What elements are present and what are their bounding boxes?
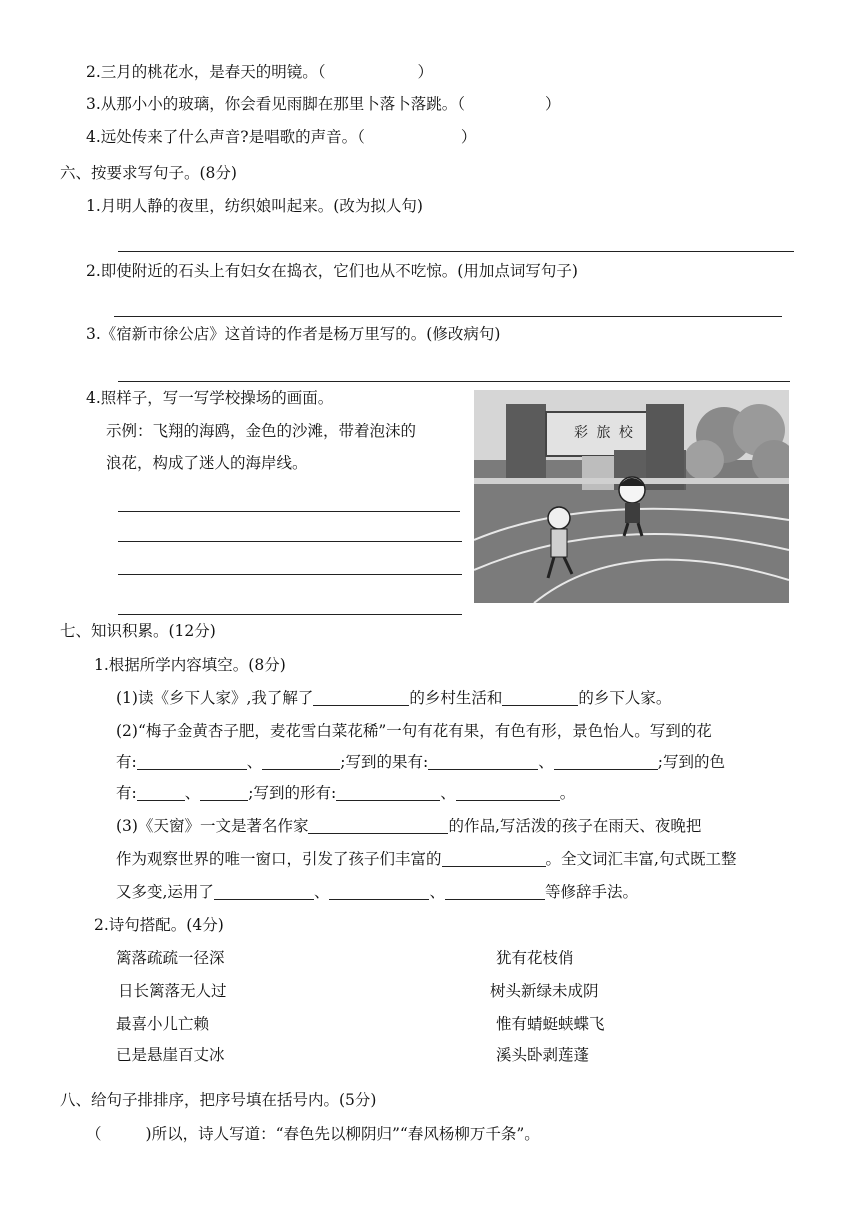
sec7-q2: 2.诗句搭配。(4分) — [94, 916, 224, 934]
sec6-example-line-1: 示例：飞翔的海鸥，金色的沙滩，带着泡沫的 — [106, 422, 417, 440]
fill-blank[interactable] — [336, 784, 440, 801]
sec7-q1: 1.根据所学内容填空。(8分) — [94, 656, 286, 674]
sec6-example-line-2: 浪花，构成了迷人的海岸线。 — [106, 454, 308, 472]
poem-left-1[interactable]: 篱落疏疏一径深 — [116, 949, 225, 967]
q5-item-2-text: 2.三月的桃花水，是春天的明镜。（ — [86, 63, 326, 81]
fill-blank[interactable] — [262, 753, 340, 770]
answer-line-q3[interactable] — [118, 381, 790, 382]
section-8-title: 八、给句子排排序，把序号填在括号内。(5分) — [60, 1091, 377, 1109]
gate-sign-text: 彩 旅 校 — [574, 425, 635, 441]
sec7-p3-line-3: 又多变,运用了 、 、 等修辞手法。 — [116, 883, 638, 901]
q5-item-3: 3.从那小小的玻璃，你会看见雨脚在那里卜落卜落跳。（ ） — [86, 95, 561, 113]
poem-left-4[interactable]: 已是悬崖百丈冰 — [116, 1046, 225, 1064]
sec7-p2-line-2: 有: 、 ;写到的果有: 、 ;写到的色 — [116, 753, 725, 771]
sec8-sentence-1: （ )所以，诗人写道：“春色先以柳阴归”“春风杨柳万千条”。 — [86, 1125, 540, 1143]
answer-line-q4-2[interactable] — [118, 541, 462, 542]
answer-line-q2[interactable] — [114, 316, 782, 317]
poem-left-2[interactable]: 日长篱落无人过 — [118, 982, 227, 1000]
answer-line-q4-4[interactable] — [118, 614, 462, 615]
fill-blank[interactable] — [308, 817, 448, 834]
playground-illustration — [474, 390, 789, 603]
fill-blank[interactable] — [200, 784, 248, 801]
poem-right-3[interactable]: 惟有蜻蜓蛱蝶飞 — [496, 1015, 605, 1033]
q5-item-3-text: 3.从那小小的玻璃，你会看见雨脚在那里卜落卜落跳。（ — [86, 95, 466, 113]
fill-blank[interactable] — [137, 753, 247, 770]
fill-blank[interactable] — [214, 883, 314, 900]
fill-blank[interactable] — [428, 753, 538, 770]
fill-blank[interactable] — [442, 850, 546, 867]
fill-blank[interactable] — [137, 784, 185, 801]
answer-line-q4-3[interactable] — [118, 574, 462, 575]
section-7-title: 七、知识积累。(12分) — [60, 622, 216, 640]
sec7-p3-line-2: 作为观察世界的唯一窗口，引发了孩子们丰富的 。全文词汇丰富,句式既工整 — [116, 850, 737, 868]
fill-blank[interactable] — [313, 689, 409, 706]
fill-blank[interactable] — [502, 689, 578, 706]
sec6-q2: 2.即使附近的石头上有妇女在捣衣，它们也从不吃惊。(用加点词写句子) — [86, 262, 578, 280]
sec6-q3: 3.《宿新市徐公店》这首诗的作者是杨万里写的。(修改病句) — [86, 325, 501, 343]
sec7-p1: (1)读《乡下人家》,我了解了 的乡村生活和 的乡下人家。 — [116, 689, 672, 707]
poem-right-1[interactable]: 犹有花枝俏 — [496, 949, 574, 967]
section-6-title: 六、按要求写句子。(8分) — [60, 164, 237, 182]
q5-item-2: 2.三月的桃花水，是春天的明镜。（ ） — [86, 63, 434, 81]
fill-blank[interactable] — [456, 784, 560, 801]
poem-right-2[interactable]: 树头新绿未成阴 — [490, 982, 599, 1000]
fill-blank[interactable] — [554, 753, 658, 770]
sec7-p3-line-1: (3)《天窗》一文是著名作家 的作品,写活泼的孩子在雨天、夜晚把 — [116, 817, 702, 835]
poem-right-4[interactable]: 溪头卧剥莲蓬 — [496, 1046, 590, 1064]
q5-item-4: 4.远处传来了什么声音?是唱歌的声音。（ ） — [86, 128, 477, 146]
q5-item-4-text: 4.远处传来了什么声音?是唱歌的声音。（ — [86, 128, 365, 146]
answer-line-q1[interactable] — [118, 251, 794, 252]
answer-line-q4-1[interactable] — [118, 511, 460, 512]
fill-blank[interactable] — [329, 883, 429, 900]
sec7-p2-line-1: (2)“梅子金黄杏子肥，麦花雪白菜花稀”一句有花有果，有色有形，景色怡人。写到的花 — [116, 722, 712, 740]
fill-blank[interactable] — [445, 883, 545, 900]
poem-left-3[interactable]: 最喜小儿亡赖 — [116, 1015, 210, 1033]
sec6-q4: 4.照样子，写一写学校操场的画面。 — [86, 389, 334, 407]
sec7-p2-line-3: 有: 、 ;写到的形有: 、 。 — [116, 784, 576, 802]
sec6-q1: 1.月明人静的夜里，纺织娘叫起来。(改为拟人句) — [86, 197, 423, 215]
